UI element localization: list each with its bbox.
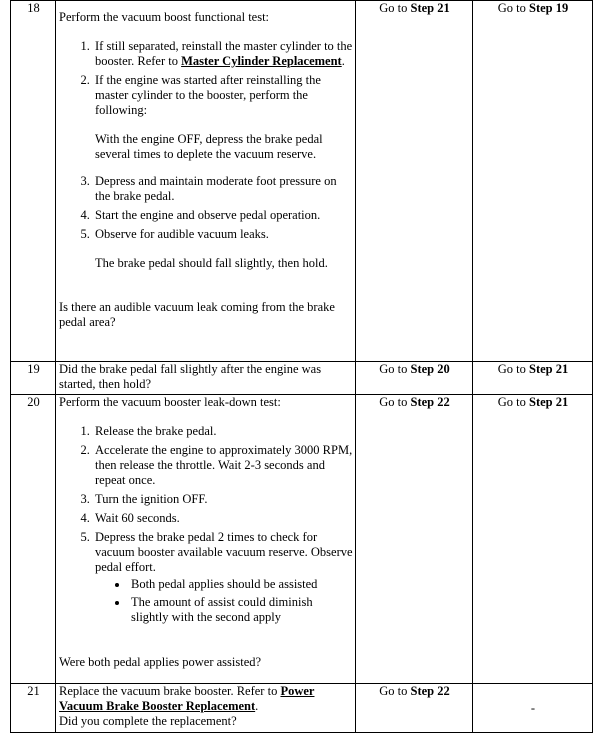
table-row <box>11 684 593 733</box>
step-number: 21 <box>11 684 56 733</box>
list-item-text: . <box>341 54 345 68</box>
list-item-text: If still separated, reinstall the master cylinder to the booster. Refer to <box>95 39 353 68</box>
go-to-step-link[interactable]: Step 21 <box>410 1 450 15</box>
list-item <box>93 511 353 526</box>
no-cell <box>473 1 593 362</box>
no-prefix: Go to <box>497 362 529 376</box>
yes-prefix: Go to <box>379 684 411 698</box>
list-item-text: Wait 60 seconds. <box>95 511 180 525</box>
go-to-step-link[interactable]: Step 22 <box>410 684 450 698</box>
action-intro: Perform the vacuum boost functional test: <box>59 10 270 24</box>
action-cell <box>56 1 356 362</box>
bullet-list <box>95 577 353 625</box>
list-item-text: Depress the brake pedal 2 times to check for vacuum booster available vacuum reserve. Observe pedal effort. <box>95 530 353 574</box>
action-steps-list <box>59 39 353 271</box>
table-row <box>11 395 593 684</box>
list-item <box>93 227 353 271</box>
step-number: 20 <box>11 395 56 684</box>
no-cell <box>473 362 593 395</box>
go-to-step-link[interactable]: Step 21 <box>529 395 569 409</box>
step-number: 18 <box>11 1 56 362</box>
list-item <box>93 424 353 439</box>
action-intro: Perform the vacuum booster leak-down test: <box>59 395 281 409</box>
question-text: Did you complete the replacement? <box>59 714 237 728</box>
table-row <box>11 1 593 362</box>
list-item-text: Turn the ignition OFF. <box>95 492 208 506</box>
question-text: Did the brake pedal fall slightly after the engine was started, then hold? <box>59 362 322 391</box>
list-item-text: Observe for audible vacuum leaks. <box>95 227 269 241</box>
list-item <box>93 443 353 488</box>
list-item <box>93 73 353 162</box>
list-item-note: The brake pedal should fall slightly, then hold. <box>95 256 328 270</box>
no-prefix: Go to <box>497 395 529 409</box>
list-item-text: Release the brake pedal. <box>95 424 217 438</box>
power-vacuum-brake-booster-replacement-link[interactable]: Power Vacuum Brake Booster Replacement <box>59 684 315 713</box>
yes-prefix: Go to <box>379 395 411 409</box>
list-item <box>93 39 353 69</box>
go-to-step-link[interactable]: Step 20 <box>410 362 450 376</box>
question-text: Is there an audible vacuum leak coming from the brake pedal area? <box>59 300 335 329</box>
go-to-step-link[interactable]: Step 22 <box>410 395 450 409</box>
no-prefix: Go to <box>497 1 529 15</box>
list-item-note: With the engine OFF, depress the brake pedal several times to deplete the vacuum reserve. <box>95 132 323 161</box>
yes-cell <box>356 684 473 733</box>
yes-cell <box>356 362 473 395</box>
list-item <box>93 208 353 223</box>
go-to-step-link[interactable]: Step 21 <box>529 362 569 376</box>
action-cell <box>56 684 356 733</box>
yes-cell <box>356 1 473 362</box>
action-intro-text: . <box>255 699 259 713</box>
action-cell <box>56 395 356 684</box>
list-item <box>93 174 353 204</box>
table-row <box>11 362 593 395</box>
action-intro-text: Replace the vacuum brake booster. Refer to <box>59 684 281 698</box>
no-cell <box>473 395 593 684</box>
go-to-step-link[interactable]: Step 19 <box>529 1 569 15</box>
yes-cell <box>356 395 473 684</box>
action-steps-list <box>59 424 353 625</box>
no-cell: - <box>473 684 593 733</box>
list-item <box>93 492 353 507</box>
list-item-text: Start the engine and observe pedal operation. <box>95 208 321 222</box>
yes-prefix: Go to <box>379 1 411 15</box>
yes-prefix: Go to <box>379 362 411 376</box>
bullet-item: • The amount of assist could diminish slightly with the second apply <box>129 595 353 625</box>
list-item-text: If the engine was started after reinstalling the master cylinder to the booster, perform the following: <box>95 73 321 117</box>
question-text: Were both pedal applies power assisted? <box>59 655 262 669</box>
list-item-text: Accelerate the engine to approximately 3000 RPM, then release the throttle. Wait 2-3 seconds and repeat once. <box>95 443 353 487</box>
list-item-text: Depress and maintain moderate foot pressure on the brake pedal. <box>95 174 337 203</box>
action-intro <box>59 684 353 714</box>
list-item <box>93 530 353 625</box>
diagnostic-table <box>10 0 593 733</box>
master-cylinder-replacement-link[interactable]: Master Cylinder Replacement <box>181 54 342 68</box>
step-number: 19 <box>11 362 56 395</box>
bullet-item: • Both pedal applies should be assisted <box>129 577 353 592</box>
action-cell <box>56 362 356 395</box>
